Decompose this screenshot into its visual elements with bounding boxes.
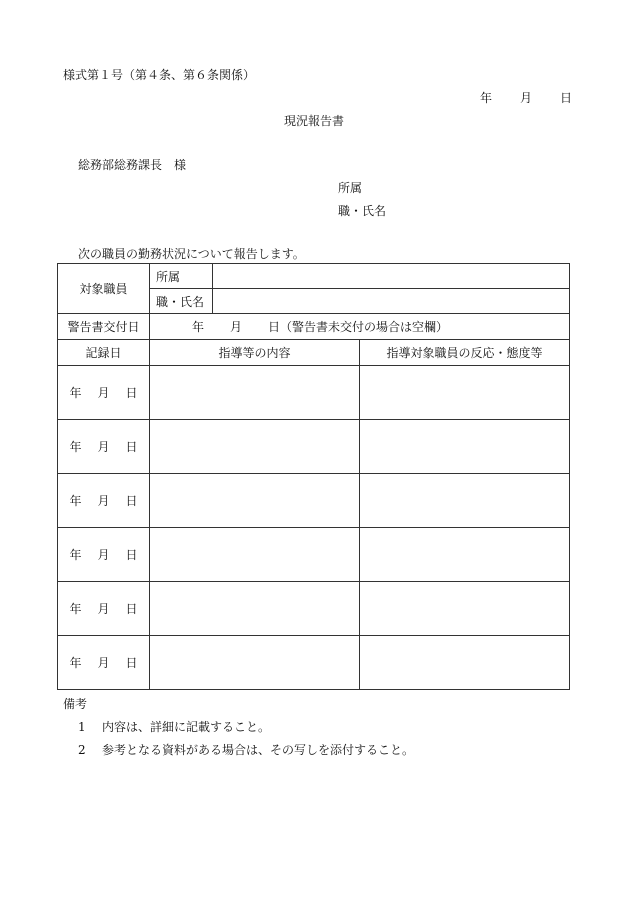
warning-month: 月 [230, 320, 243, 334]
reporter-position-name-label: 職・氏名 [338, 204, 387, 218]
table-row [58, 420, 570, 474]
record-date-field[interactable]: 年 月 日 [58, 636, 150, 690]
col-guidance-header: 指導等の内容 [150, 340, 360, 366]
table-row [58, 636, 570, 690]
reaction-field[interactable] [360, 636, 570, 690]
warning-note: （警告書未交付の場合は空欄） [280, 320, 449, 334]
record-date-field[interactable]: 年 月 日 [58, 474, 150, 528]
target-affiliation-field[interactable] [213, 264, 570, 289]
target-staff-label: 対象職員 [58, 264, 150, 314]
report-date-year: 年 [480, 91, 493, 105]
record-date-field[interactable]: 年 月 日 [58, 528, 150, 582]
record-date-field[interactable]: 年 月 日 [58, 366, 150, 420]
record-date-field[interactable]: 年 月 日 [58, 582, 150, 636]
table-row [58, 582, 570, 636]
record-date-field[interactable]: 年 月 日 [58, 420, 150, 474]
guidance-field[interactable] [150, 366, 360, 420]
report-date [480, 89, 572, 106]
remark-note-number: 2 [78, 743, 86, 757]
table-row [58, 366, 570, 420]
warning-date-label: 警告書交付日 [58, 314, 150, 340]
remarks-title: 備考 [63, 697, 88, 711]
report-date-month: 月 [520, 91, 533, 105]
table-row [58, 474, 570, 528]
addressee: 総務部総務課長 様 [78, 158, 187, 172]
reaction-field[interactable] [360, 366, 570, 420]
target-affiliation-label: 所属 [150, 264, 213, 289]
guidance-field[interactable] [150, 420, 360, 474]
reporter-affiliation-label: 所属 [338, 181, 363, 195]
intro-text: 次の職員の勤務状況について報告します。 [78, 247, 305, 261]
col-record-date-header: 記録日 [58, 340, 150, 366]
form-number-label: 様式第１号（第４条、第６条関係） [63, 68, 256, 82]
remark-note [78, 741, 414, 758]
warning-date-field[interactable] [150, 314, 570, 340]
guidance-field[interactable] [150, 636, 360, 690]
warning-year: 年 [192, 320, 205, 334]
report-date-day: 日 [560, 91, 573, 105]
report-table [57, 263, 570, 690]
target-position-name-field[interactable] [213, 289, 570, 314]
reaction-field[interactable] [360, 528, 570, 582]
guidance-field[interactable] [150, 474, 360, 528]
reaction-field[interactable] [360, 474, 570, 528]
reaction-field[interactable] [360, 420, 570, 474]
document-title: 現況報告書 [284, 114, 345, 128]
guidance-field[interactable] [150, 528, 360, 582]
guidance-field[interactable] [150, 582, 360, 636]
col-reaction-header: 指導対象職員の反応・態度等 [360, 340, 570, 366]
table-row [58, 528, 570, 582]
warning-day: 日 [268, 320, 281, 334]
target-position-name-label: 職・氏名 [150, 289, 213, 314]
reaction-field[interactable] [360, 582, 570, 636]
remark-note-number: 1 [78, 720, 86, 734]
remark-note-text: 内容は、詳細に記載すること。 [102, 720, 271, 734]
remark-note-text: 参考となる資料がある場合は、その写しを添付すること。 [102, 743, 415, 757]
remark-note [78, 718, 270, 735]
